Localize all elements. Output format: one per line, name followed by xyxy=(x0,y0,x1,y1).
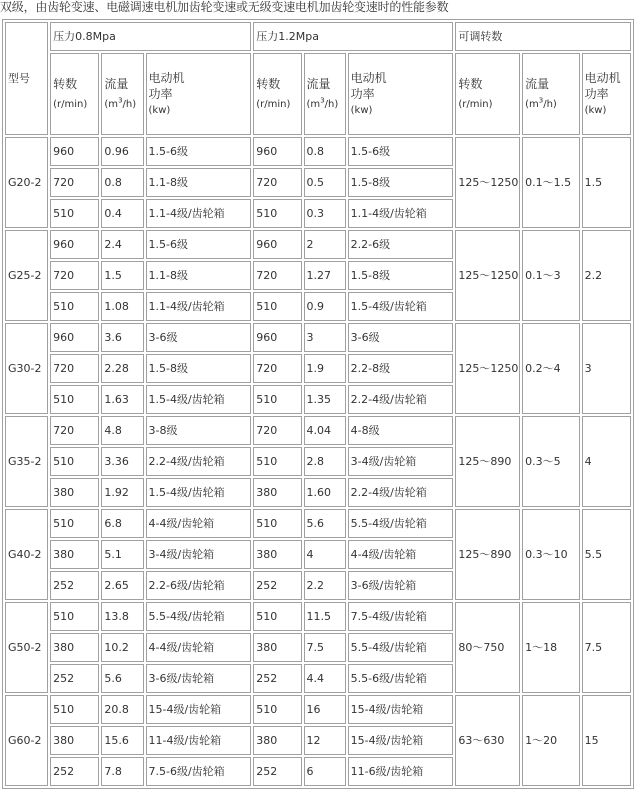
flow-12-cell: 0.8 xyxy=(304,137,346,166)
power-header-adj xyxy=(582,53,631,135)
speed-08-cell: 510 xyxy=(50,602,99,631)
flow-08-cell: 1.63 xyxy=(101,385,143,414)
flow-12-cell: 1.9 xyxy=(304,354,346,383)
flow-12-cell: 4.04 xyxy=(304,416,346,445)
flow-unit: $(m^3/h)$ xyxy=(104,96,137,110)
speed-12-cell: 510 xyxy=(253,292,301,321)
flow-12-cell: 4.4 xyxy=(304,664,346,693)
adj-power-cell: 3 xyxy=(582,323,631,414)
power-12-cell: 1.5-8级 xyxy=(348,261,454,290)
speed-08-cell: 380 xyxy=(50,478,99,507)
flow-header-adj xyxy=(522,53,580,135)
model-cell: G40-2 xyxy=(5,509,48,600)
flow-12-cell: 6 xyxy=(304,757,346,786)
power-08-cell: 1.5-6级 xyxy=(146,137,252,166)
power-08-cell: 11-4级/齿轮箱 xyxy=(146,726,252,755)
power-label-line1: 电动机 xyxy=(584,71,621,85)
speed-12-cell: 252 xyxy=(253,571,301,600)
power-12-cell: 4-8级 xyxy=(348,416,454,445)
speed-08-cell: 510 xyxy=(50,509,99,538)
speed-08-cell: 720 xyxy=(50,168,99,197)
speed-header-adj xyxy=(455,53,520,135)
flow-header-12 xyxy=(304,53,346,135)
power-08-cell: 1.5-4级/齿轮箱 xyxy=(146,478,252,507)
flow-08-cell: 15.6 xyxy=(101,726,143,755)
flow-08-cell: 5.6 xyxy=(101,664,143,693)
model-cell: G60-2 xyxy=(5,695,48,786)
power-header-12 xyxy=(348,53,454,135)
flow-12-cell: 2.8 xyxy=(304,447,346,476)
power-08-cell: 1.1-8级 xyxy=(146,261,252,290)
speed-12-cell: 510 xyxy=(253,385,301,414)
adj-flow-cell: 1～18 xyxy=(522,602,580,693)
power-08-cell: 4-4级/齿轮箱 xyxy=(146,633,252,662)
adj-flow-cell: 0.1～1.5 xyxy=(522,137,580,228)
speed-12-cell: 380 xyxy=(253,726,301,755)
flow-12-cell: 2.2 xyxy=(304,571,346,600)
adj-power-cell: 1.5 xyxy=(582,137,631,228)
speed-12-cell: 720 xyxy=(253,261,301,290)
flow-08-cell: 7.8 xyxy=(101,757,143,786)
model-cell: G20-2 xyxy=(5,137,48,228)
flow-12-cell: 1.35 xyxy=(304,385,346,414)
power-08-cell: 3-4级/齿轮箱 xyxy=(146,540,252,569)
power-12-cell: 1.1-4级/齿轮箱 xyxy=(348,199,454,228)
adj-power-cell: 4 xyxy=(582,416,631,507)
power-08-cell: 3-6级/齿轮箱 xyxy=(146,664,252,693)
flow-08-cell: 3.36 xyxy=(101,447,143,476)
flow-08-cell: 6.8 xyxy=(101,509,143,538)
speed-12-cell: 510 xyxy=(253,602,301,631)
power-12-cell: 15-4级/齿轮箱 xyxy=(348,695,454,724)
flow-12-cell: 0.9 xyxy=(304,292,346,321)
power-unit: (kw) xyxy=(148,105,171,116)
pressure-12-header: 压力1.2Mpa xyxy=(253,22,453,51)
power-label-line2: 功率 xyxy=(584,87,609,101)
adj-power-cell: 15 xyxy=(582,695,631,786)
speed-12-cell: 510 xyxy=(253,447,301,476)
power-12-cell: 3-4级/齿轮箱 xyxy=(348,447,454,476)
power-12-cell: 5.5-6级/齿轮箱 xyxy=(348,664,454,693)
flow-08-cell: 1.08 xyxy=(101,292,143,321)
power-12-cell: 1.5-8级 xyxy=(348,168,454,197)
flow-unit: $(m^3/h)$ xyxy=(306,96,339,110)
speed-header-12 xyxy=(253,53,301,135)
power-unit: (kw) xyxy=(584,105,607,116)
speed-12-cell: 380 xyxy=(253,633,301,662)
flow-08-cell: 10.2 xyxy=(101,633,143,662)
speed-label: 转数 xyxy=(458,77,483,91)
flow-12-cell: 5.6 xyxy=(304,509,346,538)
table-row xyxy=(5,416,631,445)
model-cell: G35-2 xyxy=(5,416,48,507)
flow-08-cell: 4.8 xyxy=(101,416,143,445)
flow-12-cell: 0.3 xyxy=(304,199,346,228)
adj-speed-cell: 125～890 xyxy=(455,509,520,600)
adj-power-cell: 2.2 xyxy=(582,230,631,321)
speed-08-cell: 510 xyxy=(50,292,99,321)
power-12-cell: 11-6级/齿轮箱 xyxy=(348,757,454,786)
flow-08-cell: 2.28 xyxy=(101,354,143,383)
speed-08-cell: 720 xyxy=(50,261,99,290)
power-12-cell: 3-6级/齿轮箱 xyxy=(348,571,454,600)
adj-power-cell: 5.5 xyxy=(582,509,631,600)
flow-12-cell: 7.5 xyxy=(304,633,346,662)
flow-08-cell: 2.4 xyxy=(101,230,143,259)
speed-08-cell: 960 xyxy=(50,137,99,166)
speed-label: 转数 xyxy=(256,77,281,91)
power-12-cell: 5.5-4级/齿轮箱 xyxy=(348,509,454,538)
speed-08-cell: 380 xyxy=(50,540,99,569)
power-label-line1: 电动机 xyxy=(350,71,387,85)
table-row xyxy=(5,230,631,259)
speed-08-cell: 380 xyxy=(50,726,99,755)
power-08-cell: 3-6级 xyxy=(146,323,252,352)
power-12-cell: 15-4级/齿轮箱 xyxy=(348,726,454,755)
power-12-cell: 3-6级 xyxy=(348,323,454,352)
table-row xyxy=(5,509,631,538)
speed-12-cell: 720 xyxy=(253,354,301,383)
speed-12-cell: 960 xyxy=(253,230,301,259)
speed-unit: (r/min) xyxy=(53,99,88,110)
adj-flow-cell: 1～20 xyxy=(522,695,580,786)
power-08-cell: 7.5-6级/齿轮箱 xyxy=(146,757,252,786)
flow-08-cell: 20.8 xyxy=(101,695,143,724)
speed-12-cell: 252 xyxy=(253,757,301,786)
power-08-cell: 1.5-4级/齿轮箱 xyxy=(146,385,252,414)
power-08-cell: 1.5-8级 xyxy=(146,354,252,383)
power-label-line1: 电动机 xyxy=(148,71,185,85)
model-cell: G50-2 xyxy=(5,602,48,693)
adj-flow-cell: 0.1～3 xyxy=(522,230,580,321)
power-12-cell: 4-4级/齿轮箱 xyxy=(348,540,454,569)
power-08-cell: 5.5-4级/齿轮箱 xyxy=(146,602,252,631)
performance-table xyxy=(2,19,634,789)
speed-12-cell: 960 xyxy=(253,323,301,352)
flow-08-cell: 0.8 xyxy=(101,168,143,197)
speed-08-cell: 510 xyxy=(50,695,99,724)
flow-12-cell: 2 xyxy=(304,230,346,259)
power-12-cell: 2.2-4级/齿轮箱 xyxy=(348,385,454,414)
power-08-cell: 3-8级 xyxy=(146,416,252,445)
speed-08-cell: 720 xyxy=(50,354,99,383)
power-12-cell: 2.2-8级 xyxy=(348,354,454,383)
speed-08-cell: 960 xyxy=(50,230,99,259)
flow-12-cell: 0.5 xyxy=(304,168,346,197)
flow-08-cell: 3.6 xyxy=(101,323,143,352)
page-title: 双级，由齿轮变速、电磁调速电机加齿轮变速或无级变速电机加齿轮变速时的性能参数 xyxy=(0,0,449,14)
adj-speed-cell: 125～890 xyxy=(455,416,520,507)
speed-unit: (r/min) xyxy=(256,99,291,110)
table-row xyxy=(5,137,631,166)
model-header: 型号 xyxy=(5,22,48,135)
table-row xyxy=(5,695,631,724)
flow-12-cell: 4 xyxy=(304,540,346,569)
flow-12-cell: 1.60 xyxy=(304,478,346,507)
speed-12-cell: 720 xyxy=(253,168,301,197)
flow-12-cell: 1.27 xyxy=(304,261,346,290)
power-12-cell: 2.2-4级/齿轮箱 xyxy=(348,478,454,507)
adj-speed-cell: 80～750 xyxy=(455,602,520,693)
pressure-08-header: 压力0.8Mpa xyxy=(50,22,251,51)
power-label-line2: 功率 xyxy=(148,87,173,101)
flow-label: 流量 xyxy=(306,77,331,91)
adj-speed-cell: 63～630 xyxy=(455,695,520,786)
header-sub-row xyxy=(5,53,631,135)
power-08-cell: 2.2-6级/齿轮箱 xyxy=(146,571,252,600)
speed-08-cell: 252 xyxy=(50,757,99,786)
power-12-cell: 2.2-6级 xyxy=(348,230,454,259)
flow-08-cell: 0.4 xyxy=(101,199,143,228)
power-12-cell: 5.5-4级/齿轮箱 xyxy=(348,633,454,662)
power-08-cell: 2.2-4级/齿轮箱 xyxy=(146,447,252,476)
speed-08-cell: 720 xyxy=(50,416,99,445)
speed-12-cell: 380 xyxy=(253,540,301,569)
power-header-08 xyxy=(146,53,252,135)
flow-label: 流量 xyxy=(525,77,550,91)
flow-unit: $(m^3/h)$ xyxy=(525,96,557,110)
power-12-cell: 7.5-4级/齿轮箱 xyxy=(348,602,454,631)
flow-08-cell: 0.96 xyxy=(101,137,143,166)
power-08-cell: 1.1-4级/齿轮箱 xyxy=(146,292,252,321)
speed-header-08 xyxy=(50,53,99,135)
table-row xyxy=(5,323,631,352)
flow-12-cell: 3 xyxy=(304,323,346,352)
power-08-cell: 4-4级/齿轮箱 xyxy=(146,509,252,538)
speed-08-cell: 380 xyxy=(50,633,99,662)
adj-flow-cell: 0.3～5 xyxy=(522,416,580,507)
adjustable-speed-header: 可调转数 xyxy=(455,22,631,51)
speed-12-cell: 960 xyxy=(253,137,301,166)
header-group-row xyxy=(5,22,631,51)
speed-12-cell: 252 xyxy=(253,664,301,693)
power-08-cell: 15-4级/齿轮箱 xyxy=(146,695,252,724)
power-12-cell: 1.5-6级 xyxy=(348,137,454,166)
flow-08-cell: 1.5 xyxy=(101,261,143,290)
flow-12-cell: 11.5 xyxy=(304,602,346,631)
speed-08-cell: 510 xyxy=(50,385,99,414)
adj-power-cell: 7.5 xyxy=(582,602,631,693)
adj-flow-cell: 0.3～10 xyxy=(522,509,580,600)
speed-08-cell: 960 xyxy=(50,323,99,352)
power-12-cell: 1.5-4级/齿轮箱 xyxy=(348,292,454,321)
flow-08-cell: 1.92 xyxy=(101,478,143,507)
flow-08-cell: 13.8 xyxy=(101,602,143,631)
speed-12-cell: 720 xyxy=(253,416,301,445)
speed-08-cell: 252 xyxy=(50,664,99,693)
power-label-line2: 功率 xyxy=(350,87,375,101)
speed-12-cell: 510 xyxy=(253,695,301,724)
speed-12-cell: 510 xyxy=(253,509,301,538)
flow-label: 流量 xyxy=(104,77,129,91)
model-cell: G25-2 xyxy=(5,230,48,321)
adj-speed-cell: 125～1250 xyxy=(455,323,520,414)
power-08-cell: 1.5-6级 xyxy=(146,230,252,259)
flow-08-cell: 5.1 xyxy=(101,540,143,569)
speed-unit: (r/min) xyxy=(458,99,493,110)
speed-08-cell: 252 xyxy=(50,571,99,600)
flow-08-cell: 2.65 xyxy=(101,571,143,600)
flow-12-cell: 12 xyxy=(304,726,346,755)
model-cell: G30-2 xyxy=(5,323,48,414)
power-08-cell: 1.1-8级 xyxy=(146,168,252,197)
power-08-cell: 1.1-4级/齿轮箱 xyxy=(146,199,252,228)
speed-08-cell: 510 xyxy=(50,447,99,476)
flow-12-cell: 16 xyxy=(304,695,346,724)
speed-08-cell: 510 xyxy=(50,199,99,228)
speed-12-cell: 380 xyxy=(253,478,301,507)
table-row xyxy=(5,602,631,631)
flow-header-08 xyxy=(101,53,143,135)
adj-speed-cell: 125～1250 xyxy=(455,137,520,228)
adj-flow-cell: 0.2～4 xyxy=(522,323,580,414)
speed-12-cell: 510 xyxy=(253,199,301,228)
power-unit: (kw) xyxy=(350,105,373,116)
speed-label: 转数 xyxy=(53,77,78,91)
adj-speed-cell: 125～1250 xyxy=(455,230,520,321)
